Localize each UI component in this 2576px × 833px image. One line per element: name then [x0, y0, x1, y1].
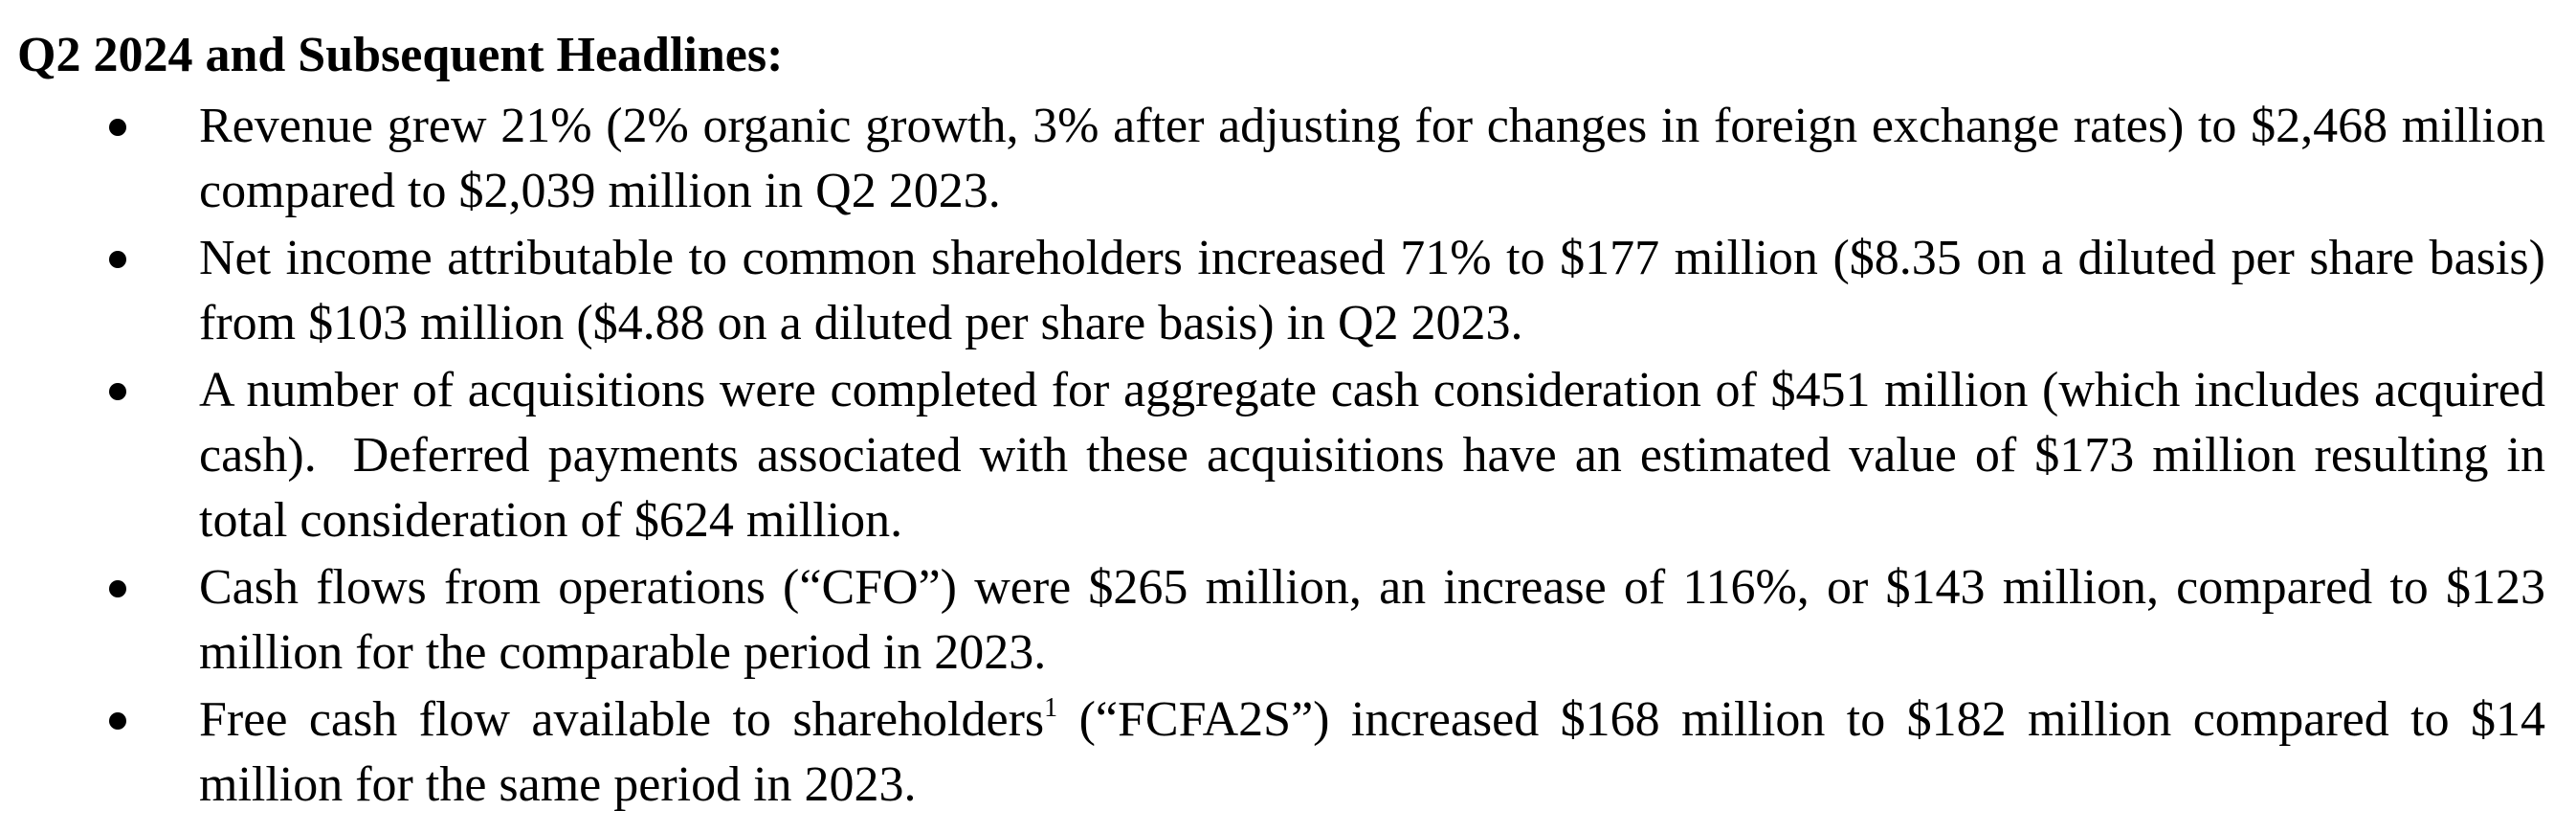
bullet-dot-icon — [109, 712, 126, 730]
list-item-text: Revenue grew 21% (2% organic growth, 3% after adjusting for changes in foreign exchange rates) to $2,468 million compared to $2,039 million in Q2 2023. — [199, 99, 2545, 218]
list-item-text-start: Free cash flow available to shareholders — [199, 692, 1045, 747]
list-item-text: A number of acquisitions were completed for aggregate cash consideration of $451 million (which includes acquired cash). Deferred payments associated with these acquisitions have an estimated value of $173 million resulting in total consideration of $624 million. — [199, 363, 2558, 548]
list-item-text: Cash flows from operations (“CFO”) were $265 million, an increase of 116%, or $143 million, compared to $123 million for the comparable period in 2023. — [199, 560, 2545, 680]
footnote-marker: 1 — [1044, 693, 1058, 723]
list-item-cash-flows — [0, 555, 2576, 686]
list-item-net-income — [0, 226, 2576, 356]
bullet-dot-icon — [109, 383, 126, 400]
headlines-list — [0, 94, 2576, 820]
bullet-dot-icon — [109, 580, 126, 597]
section-heading: Q2 2024 and Subsequent Headlines: — [17, 28, 784, 82]
list-item-text-end: (“FCFA2S”) increased $168 million to $182 million compared to $14 million for the same period in 2023. — [199, 692, 2546, 812]
bullet-dot-icon — [109, 251, 126, 268]
bullet-dot-icon — [109, 119, 126, 136]
list-item-acquisitions — [0, 358, 2576, 553]
list-item-free-cash-flow — [0, 687, 2576, 818]
list-item-text — [199, 687, 2545, 818]
list-item-text: Net income attributable to common shareholders increased 71% to $177 million ($8.35 on a diluted per share basis) from $103 million ($4.88 on a diluted per share basis) in Q2 2023. — [199, 231, 2545, 350]
list-item-revenue — [0, 94, 2576, 224]
